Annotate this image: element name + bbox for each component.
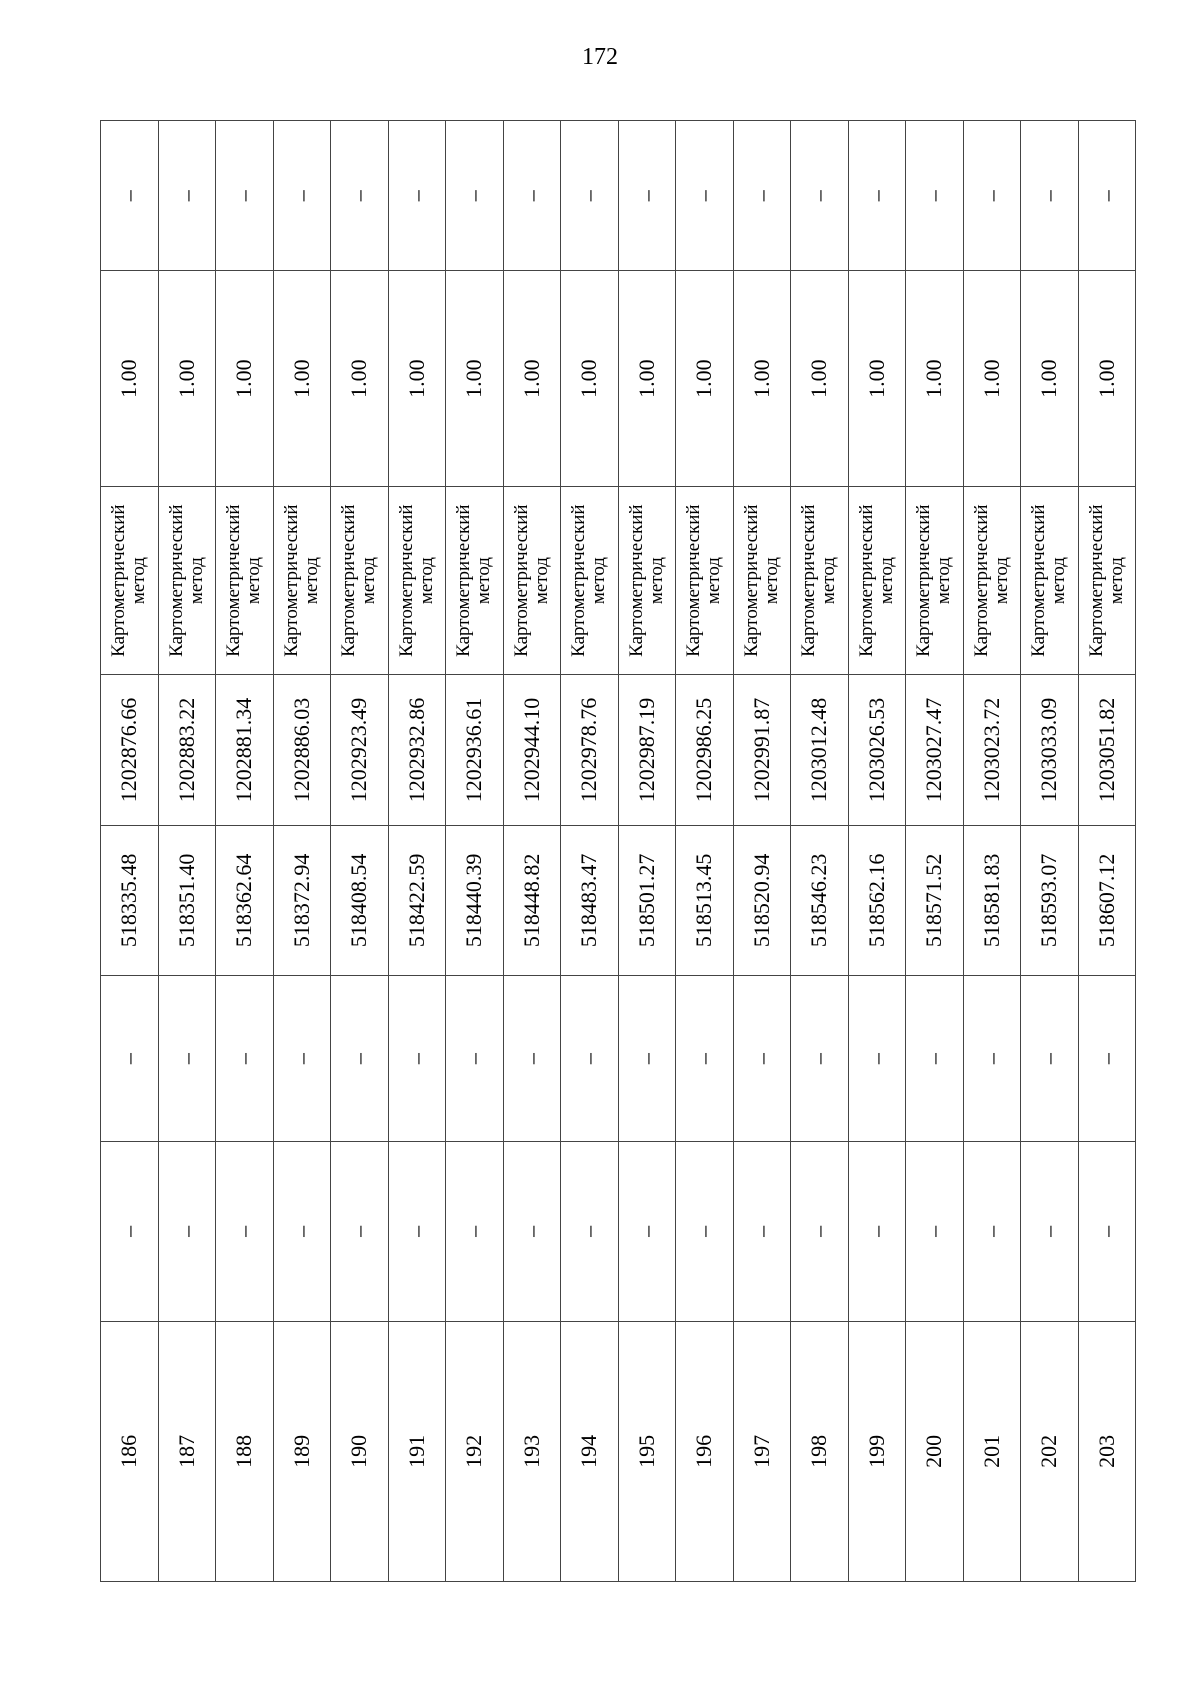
cell-x-coordinate: 518513.45	[676, 825, 734, 975]
coordinates-table-container	[100, 120, 1135, 1582]
cell-last-column: –	[216, 121, 274, 271]
cell-y-coordinate: 1202932.86	[388, 675, 446, 825]
cell-x-coordinate: 518448.82	[503, 825, 561, 975]
cell-method: Картометрический метод	[791, 486, 849, 675]
cell-point-number: 192	[446, 1321, 504, 1581]
table-row	[618, 121, 676, 1582]
cell-last-column: –	[273, 121, 331, 271]
cell-accuracy: 1.00	[101, 271, 159, 486]
cell-last-column: –	[331, 121, 389, 271]
cell-point-number: 195	[618, 1321, 676, 1581]
cell-method: Картометрический метод	[848, 486, 906, 675]
cell-method: Картометрический метод	[1021, 486, 1079, 675]
cell-point-number: 202	[1021, 1321, 1079, 1581]
cell-y-coordinate: 1202978.76	[561, 675, 619, 825]
table-row	[101, 121, 159, 1582]
cell-method: Картометрический метод	[158, 486, 216, 675]
cell-column-3: –	[1021, 976, 1079, 1142]
cell-x-coordinate: 518372.94	[273, 825, 331, 975]
cell-x-coordinate: 518546.23	[791, 825, 849, 975]
cell-y-coordinate: 1203023.72	[963, 675, 1021, 825]
cell-method: Картометрический метод	[216, 486, 274, 675]
cell-accuracy: 1.00	[1078, 271, 1136, 486]
cell-column-3: –	[446, 976, 504, 1142]
cell-point-number: 199	[848, 1321, 906, 1581]
cell-accuracy: 1.00	[618, 271, 676, 486]
cell-y-coordinate: 1202936.61	[446, 675, 504, 825]
table-row	[503, 121, 561, 1582]
cell-method: Картометрический метод	[388, 486, 446, 675]
cell-x-coordinate: 518362.64	[216, 825, 274, 975]
cell-column-3: –	[101, 976, 159, 1142]
cell-column-2: –	[1021, 1142, 1079, 1322]
table-row	[561, 121, 619, 1582]
cell-column-3: –	[618, 976, 676, 1142]
rotated-table	[100, 120, 1135, 1582]
cell-column-2: –	[158, 1142, 216, 1322]
cell-accuracy: 1.00	[676, 271, 734, 486]
cell-column-2: –	[1078, 1142, 1136, 1322]
table-body	[101, 121, 1136, 1582]
cell-last-column: –	[733, 121, 791, 271]
table-row	[273, 121, 331, 1582]
cell-column-2: –	[618, 1142, 676, 1322]
cell-last-column: –	[906, 121, 964, 271]
cell-last-column: –	[158, 121, 216, 271]
cell-column-2: –	[733, 1142, 791, 1322]
table-row	[848, 121, 906, 1582]
table-row	[906, 121, 964, 1582]
cell-last-column: –	[963, 121, 1021, 271]
cell-column-2: –	[216, 1142, 274, 1322]
table-row	[216, 121, 274, 1582]
cell-method: Картометрический метод	[273, 486, 331, 675]
cell-last-column: –	[618, 121, 676, 271]
cell-column-2: –	[963, 1142, 1021, 1322]
cell-column-2: –	[331, 1142, 389, 1322]
table-row	[1078, 121, 1136, 1582]
cell-last-column: –	[561, 121, 619, 271]
cell-column-2: –	[446, 1142, 504, 1322]
table-row	[158, 121, 216, 1582]
page-number: 172	[582, 44, 618, 70]
cell-x-coordinate: 518581.83	[963, 825, 1021, 975]
cell-y-coordinate: 1202944.10	[503, 675, 561, 825]
cell-y-coordinate: 1202881.34	[216, 675, 274, 825]
cell-column-2: –	[791, 1142, 849, 1322]
cell-method: Картометрический метод	[676, 486, 734, 675]
cell-last-column: –	[503, 121, 561, 271]
cell-column-2: –	[503, 1142, 561, 1322]
cell-y-coordinate: 1202991.87	[733, 675, 791, 825]
cell-point-number: 198	[791, 1321, 849, 1581]
cell-accuracy: 1.00	[273, 271, 331, 486]
cell-method: Картометрический метод	[906, 486, 964, 675]
cell-y-coordinate: 1203033.09	[1021, 675, 1079, 825]
cell-method: Картометрический метод	[963, 486, 1021, 675]
cell-x-coordinate: 518593.07	[1021, 825, 1079, 975]
cell-y-coordinate: 1202923.49	[331, 675, 389, 825]
cell-last-column: –	[791, 121, 849, 271]
cell-method: Картометрический метод	[503, 486, 561, 675]
cell-method: Картометрический метод	[331, 486, 389, 675]
cell-x-coordinate: 518562.16	[848, 825, 906, 975]
cell-column-3: –	[503, 976, 561, 1142]
cell-method: Картометрический метод	[101, 486, 159, 675]
table-row	[1021, 121, 1079, 1582]
table-row	[963, 121, 1021, 1582]
cell-column-2: –	[101, 1142, 159, 1322]
table-row	[388, 121, 446, 1582]
cell-method: Картометрический метод	[1078, 486, 1136, 675]
table-row	[446, 121, 504, 1582]
cell-point-number: 197	[733, 1321, 791, 1581]
cell-point-number: 196	[676, 1321, 734, 1581]
cell-accuracy: 1.00	[158, 271, 216, 486]
cell-point-number: 194	[561, 1321, 619, 1581]
cell-accuracy: 1.00	[963, 271, 1021, 486]
cell-point-number: 193	[503, 1321, 561, 1581]
cell-column-3: –	[158, 976, 216, 1142]
cell-x-coordinate: 518607.12	[1078, 825, 1136, 975]
cell-column-2: –	[676, 1142, 734, 1322]
cell-y-coordinate: 1203026.53	[848, 675, 906, 825]
cell-y-coordinate: 1203012.48	[791, 675, 849, 825]
cell-point-number: 188	[216, 1321, 274, 1581]
cell-y-coordinate: 1202886.03	[273, 675, 331, 825]
cell-column-2: –	[561, 1142, 619, 1322]
cell-column-3: –	[848, 976, 906, 1142]
cell-point-number: 187	[158, 1321, 216, 1581]
cell-last-column: –	[101, 121, 159, 271]
cell-accuracy: 1.00	[848, 271, 906, 486]
cell-x-coordinate: 518571.52	[906, 825, 964, 975]
cell-x-coordinate: 518520.94	[733, 825, 791, 975]
cell-accuracy: 1.00	[331, 271, 389, 486]
cell-point-number: 200	[906, 1321, 964, 1581]
cell-last-column: –	[446, 121, 504, 271]
cell-x-coordinate: 518440.39	[446, 825, 504, 975]
cell-accuracy: 1.00	[446, 271, 504, 486]
coordinates-table	[100, 120, 1136, 1582]
cell-y-coordinate: 1203027.47	[906, 675, 964, 825]
cell-column-3: –	[561, 976, 619, 1142]
cell-last-column: –	[848, 121, 906, 271]
cell-y-coordinate: 1202986.25	[676, 675, 734, 825]
cell-column-3: –	[331, 976, 389, 1142]
cell-y-coordinate: 1202876.66	[101, 675, 159, 825]
cell-last-column: –	[1078, 121, 1136, 271]
cell-x-coordinate: 518351.40	[158, 825, 216, 975]
cell-accuracy: 1.00	[561, 271, 619, 486]
cell-method: Картометрический метод	[618, 486, 676, 675]
cell-accuracy: 1.00	[791, 271, 849, 486]
cell-accuracy: 1.00	[1021, 271, 1079, 486]
cell-accuracy: 1.00	[216, 271, 274, 486]
cell-accuracy: 1.00	[503, 271, 561, 486]
table-row	[733, 121, 791, 1582]
cell-method: Картометрический метод	[446, 486, 504, 675]
cell-x-coordinate: 518335.48	[101, 825, 159, 975]
cell-point-number: 186	[101, 1321, 159, 1581]
cell-point-number: 201	[963, 1321, 1021, 1581]
cell-column-2: –	[273, 1142, 331, 1322]
cell-accuracy: 1.00	[906, 271, 964, 486]
cell-column-3: –	[216, 976, 274, 1142]
cell-x-coordinate: 518408.54	[331, 825, 389, 975]
cell-y-coordinate: 1202883.22	[158, 675, 216, 825]
cell-method: Картометрический метод	[733, 486, 791, 675]
cell-x-coordinate: 518483.47	[561, 825, 619, 975]
cell-column-3: –	[733, 976, 791, 1142]
cell-column-3: –	[388, 976, 446, 1142]
cell-column-3: –	[963, 976, 1021, 1142]
cell-method: Картометрический метод	[561, 486, 619, 675]
cell-column-3: –	[676, 976, 734, 1142]
cell-last-column: –	[676, 121, 734, 271]
cell-y-coordinate: 1202987.19	[618, 675, 676, 825]
cell-column-3: –	[791, 976, 849, 1142]
cell-accuracy: 1.00	[388, 271, 446, 486]
cell-column-2: –	[388, 1142, 446, 1322]
cell-column-3: –	[273, 976, 331, 1142]
table-row	[791, 121, 849, 1582]
cell-column-2: –	[906, 1142, 964, 1322]
cell-y-coordinate: 1203051.82	[1078, 675, 1136, 825]
cell-x-coordinate: 518501.27	[618, 825, 676, 975]
cell-point-number: 191	[388, 1321, 446, 1581]
cell-column-2: –	[848, 1142, 906, 1322]
cell-point-number: 203	[1078, 1321, 1136, 1581]
cell-x-coordinate: 518422.59	[388, 825, 446, 975]
cell-column-3: –	[906, 976, 964, 1142]
cell-accuracy: 1.00	[733, 271, 791, 486]
cell-column-3: –	[1078, 976, 1136, 1142]
table-row	[676, 121, 734, 1582]
cell-last-column: –	[388, 121, 446, 271]
cell-point-number: 189	[273, 1321, 331, 1581]
cell-point-number: 190	[331, 1321, 389, 1581]
cell-last-column: –	[1021, 121, 1079, 271]
table-row	[331, 121, 389, 1582]
